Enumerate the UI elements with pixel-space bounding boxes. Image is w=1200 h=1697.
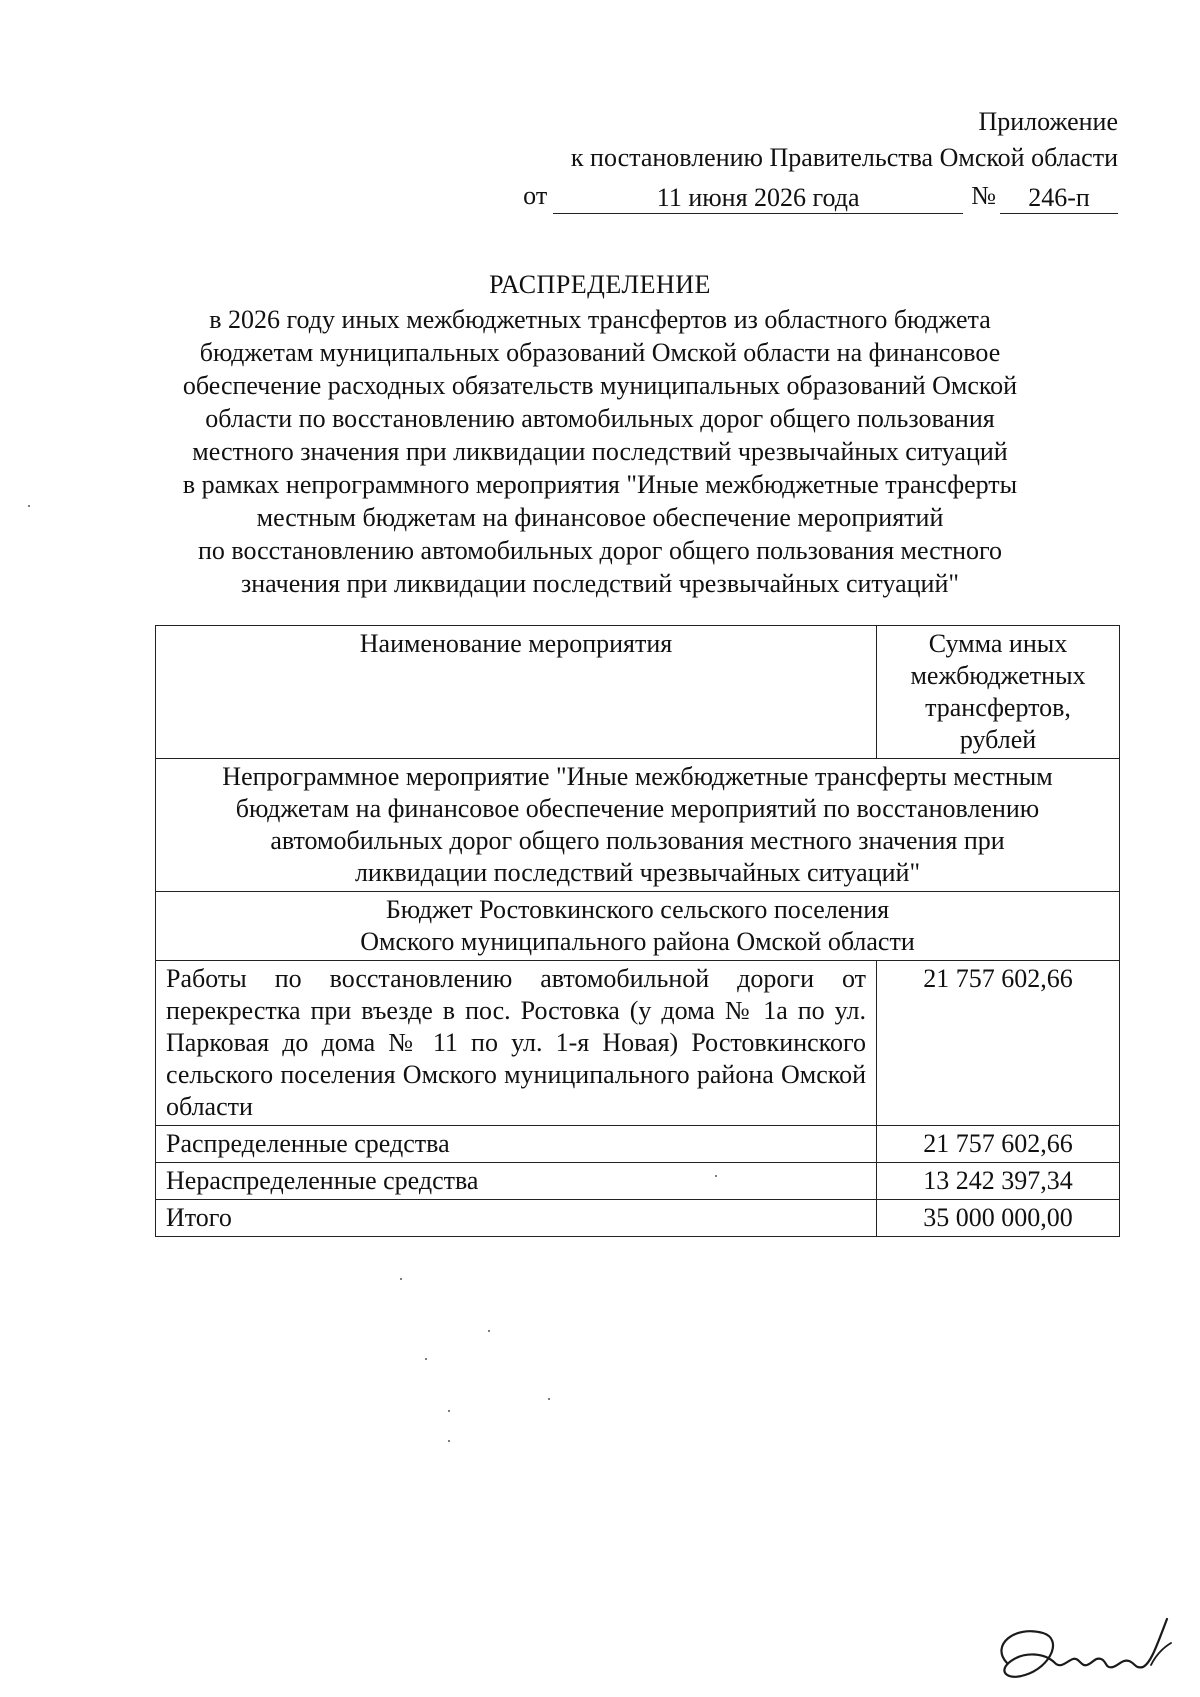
budget-line: Бюджет Ростовкинского сельского поселения xyxy=(385,895,890,924)
section-line: автомобильных дорог общего пользования местного значения при xyxy=(270,826,1005,855)
budget-line: Омского муниципального района Омской области xyxy=(360,927,915,956)
distributed-amount: 21 757 602,66 xyxy=(877,1126,1120,1163)
section-row xyxy=(156,759,1120,892)
section-line: ликвидации последствий чрезвычайных ситуаций" xyxy=(354,858,921,887)
title-line: значения при ликвидации последствий чрезвычайных ситуаций" xyxy=(240,569,960,598)
title-line: местным бюджетам на финансовое обеспечение мероприятий xyxy=(256,503,944,532)
resolution-number: 246-п xyxy=(1000,183,1118,214)
distribution-table xyxy=(155,625,1120,1237)
distributed-label: Распределенные средства xyxy=(156,1126,877,1163)
budget-title xyxy=(156,892,1120,961)
title-line: местного значения при ликвидации последствий чрезвычайных ситуаций xyxy=(192,437,1008,466)
total-label: Итого xyxy=(156,1200,877,1237)
approval-header xyxy=(478,104,1118,214)
work-item-amount: 21 757 602,66 xyxy=(877,961,1120,1126)
section-line: бюджетам на финансовое обеспечение мероприятий по восстановлению xyxy=(235,794,1040,823)
header-activity-name: Наименование мероприятия xyxy=(156,626,877,759)
document-title xyxy=(150,268,1050,600)
header-sum-line: рублей xyxy=(959,725,1037,754)
title-line: обеспечение расходных обязательств муниципальных образований Омской xyxy=(182,371,1018,400)
header-sum-line: межбюджетных xyxy=(910,661,1086,690)
date-number-line xyxy=(478,178,1118,214)
table-header-row xyxy=(156,626,1120,759)
title-line: по восстановлению автомобильных дорог общего пользования местного xyxy=(197,536,1003,565)
title-line: бюджетам муниципальных образований Омской области на финансовое xyxy=(199,338,1001,367)
total-amount: 35 000 000,00 xyxy=(877,1200,1120,1237)
budget-row xyxy=(156,892,1120,961)
undistributed-amount: 13 242 397,34 xyxy=(877,1163,1120,1200)
table-row xyxy=(156,1126,1120,1163)
number-label: № xyxy=(971,181,996,210)
from-label: от xyxy=(523,181,548,210)
resolution-label: к постановлению Правительства Омской области xyxy=(570,143,1118,172)
work-item-description: Работы по восстановлению автомобильной дороги от перекрестка при въезде в пос. Ростовка (у дома № 1а по ул. Парковая до дома № 11 по ул. 1-я Новая) Ростовкинского сельского поселения Омского муниципального района Омской области xyxy=(156,961,877,1126)
table-row xyxy=(156,961,1120,1126)
section-title xyxy=(156,759,1120,892)
title-heading: РАСПРЕДЕЛЕНИЕ xyxy=(489,270,711,299)
title-line: области по восстановлению автомобильных дорог общего пользования xyxy=(205,404,995,433)
appendix-label: Приложение xyxy=(978,107,1118,136)
table-row xyxy=(156,1163,1120,1200)
signature-icon xyxy=(985,1605,1185,1695)
undistributed-label: Нераспределенные средства xyxy=(156,1163,877,1200)
table-row xyxy=(156,1200,1120,1237)
resolution-date: 11 июня 2026 года xyxy=(553,183,963,214)
header-sum xyxy=(877,626,1120,759)
title-line: в 2026 году иных межбюджетных трансфертов из областного бюджета xyxy=(209,305,991,334)
header-sum-line: трансфертов, xyxy=(925,693,1071,722)
header-sum-line: Сумма иных xyxy=(928,629,1068,658)
section-line: Непрограммное мероприятие "Иные межбюджетные трансферты местным xyxy=(222,762,1053,791)
title-line: в рамках непрограммного мероприятия "Иные межбюджетные трансферты xyxy=(182,470,1018,499)
